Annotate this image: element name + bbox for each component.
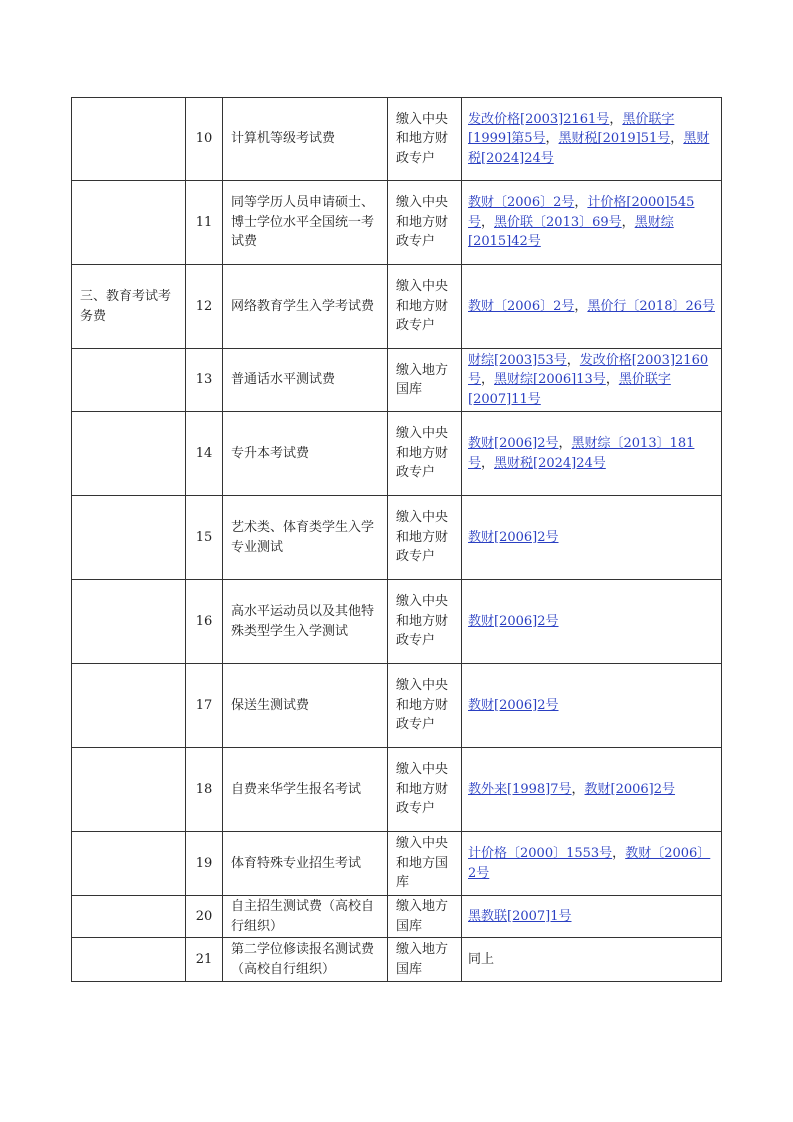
account-cell: 缴入地方国库 [388, 349, 462, 412]
separator-text: ， [605, 372, 619, 388]
separator-text: ， [574, 298, 588, 314]
separator-text: ， [558, 436, 572, 451]
table-row [72, 896, 722, 938]
table-row [72, 748, 722, 832]
separator-text: ， [670, 131, 684, 147]
category-cell: 三、教育考试考务费 [72, 265, 186, 349]
document-link[interactable]: 黑价联〔2013〕69号 [494, 214, 622, 230]
document-refs-cell [462, 896, 722, 938]
category-cell [72, 349, 186, 412]
fee-name-cell: 网络教育学生入学考试费 [223, 265, 388, 349]
document-link[interactable]: 教财[2006]2号 [468, 697, 559, 713]
table-row [72, 580, 722, 664]
fee-table-body [72, 98, 722, 982]
number-cell: 13 [186, 349, 223, 412]
category-cell [72, 496, 186, 580]
table-row [72, 938, 722, 982]
document-link[interactable]: 计价格[2000]545号 [468, 195, 695, 230]
category-cell [72, 748, 186, 832]
document-refs-cell [462, 748, 722, 832]
document-refs-cell [462, 938, 722, 982]
number-cell: 11 [186, 181, 223, 265]
document-refs-cell [462, 496, 722, 580]
separator-text: ， [609, 111, 623, 127]
document-refs-cell [462, 664, 722, 748]
category-cell [72, 181, 186, 265]
table-row [72, 349, 722, 412]
category-cell [72, 938, 186, 982]
account-cell: 缴入中央和地方国库 [388, 832, 462, 896]
number-cell: 12 [186, 265, 223, 349]
document-link[interactable]: 黑财综[2006]13号 [494, 372, 606, 388]
fee-table [71, 97, 722, 982]
document-link[interactable]: 教财〔2006〕2号 [468, 195, 575, 211]
separator-text: ， [566, 352, 580, 368]
account-cell: 缴入中央和地方财政专户 [388, 181, 462, 265]
separator-text: ， [574, 195, 588, 211]
account-cell: 缴入地方国库 [388, 896, 462, 938]
category-cell [72, 412, 186, 496]
separator-text: ， [621, 214, 635, 230]
fee-name-cell: 计算机等级考试费 [223, 98, 388, 181]
document-link[interactable]: 财综[2003]53号 [468, 352, 567, 368]
table-row [72, 832, 722, 896]
number-cell: 20 [186, 896, 223, 938]
number-cell: 16 [186, 580, 223, 664]
document-link[interactable]: 教财[2006]2号 [468, 529, 559, 545]
separator-text: ， [571, 781, 585, 797]
document-link[interactable]: 发改价格[2003]2160号 [468, 352, 709, 388]
account-cell: 缴入中央和地方财政专户 [388, 664, 462, 748]
table-row [72, 412, 722, 496]
document-refs-cell [462, 265, 722, 349]
document-link[interactable]: 教财[2006]2号 [468, 436, 559, 451]
fee-name-cell: 自费来华学生报名考试 [223, 748, 388, 832]
number-cell: 14 [186, 412, 223, 496]
account-cell: 缴入中央和地方财政专户 [388, 412, 462, 496]
table-row [72, 265, 722, 349]
document-refs-cell [462, 412, 722, 496]
document-link[interactable]: 黑财税[2024]24号 [468, 131, 710, 166]
document-refs-cell [462, 98, 722, 181]
separator-text: ， [481, 372, 495, 388]
document-link[interactable]: 教财[2006]2号 [584, 781, 676, 797]
category-cell [72, 98, 186, 181]
document-refs-cell [462, 580, 722, 664]
account-cell: 缴入中央和地方财政专户 [388, 98, 462, 181]
number-cell: 10 [186, 98, 223, 181]
table-row [72, 98, 722, 181]
document-link[interactable]: 黑财税[2024]24号 [494, 455, 606, 471]
document-link[interactable]: 黑财税[2019]51号 [558, 131, 671, 147]
document-link[interactable]: 黑教联[2007]1号 [468, 908, 572, 924]
category-cell [72, 896, 186, 938]
fee-name-cell: 艺术类、体育类学生入学专业测试 [223, 496, 388, 580]
separator-text: ， [612, 846, 626, 861]
number-cell: 18 [186, 748, 223, 832]
separator-text: ， [481, 214, 495, 230]
document-link[interactable]: 黑财综〔2013〕181号 [468, 436, 695, 471]
number-cell: 21 [186, 938, 223, 982]
account-cell: 缴入中央和地方财政专户 [388, 265, 462, 349]
document-link[interactable]: 黑财综[2015]42号 [468, 214, 674, 250]
separator-text: ， [545, 131, 559, 147]
number-cell: 15 [186, 496, 223, 580]
document-link[interactable]: 教外来[1998]7号 [468, 781, 572, 797]
account-cell: 缴入中央和地方财政专户 [388, 580, 462, 664]
separator-text: 同上 [468, 951, 495, 967]
document-link[interactable]: 教财[2006]2号 [468, 613, 559, 629]
document-link[interactable]: 黑价行〔2018〕26号 [587, 298, 716, 314]
table-row [72, 181, 722, 265]
document-link[interactable]: 计价格〔2000〕1553号 [468, 846, 613, 861]
document-link[interactable]: 黑价联字[1999]第5号 [468, 111, 675, 147]
category-cell [72, 664, 186, 748]
number-cell: 17 [186, 664, 223, 748]
document-refs-cell [462, 181, 722, 265]
table-row [72, 664, 722, 748]
number-cell: 19 [186, 832, 223, 896]
account-cell: 缴入中央和地方财政专户 [388, 748, 462, 832]
account-cell: 缴入中央和地方财政专户 [388, 496, 462, 580]
document-link[interactable]: 教财〔2006〕2号 [468, 298, 575, 314]
document-refs-cell [462, 349, 722, 412]
fee-name-cell: 专升本考试费 [223, 412, 388, 496]
fee-name-cell: 同等学历人员申请硕士、博士学位水平全国统一考试费 [223, 181, 388, 265]
category-cell [72, 832, 186, 896]
account-cell: 缴入地方国库 [388, 938, 462, 982]
document-refs-cell [462, 832, 722, 896]
document-link[interactable]: 教财〔2006〕2号 [468, 846, 711, 881]
table-row [72, 496, 722, 580]
category-cell [72, 580, 186, 664]
fee-name-cell: 第二学位修读报名测试费（高校自行组织） [223, 938, 388, 982]
document-link[interactable]: 黑价联字[2007]11号 [468, 372, 671, 407]
separator-text: ， [481, 455, 495, 471]
fee-name-cell: 普通话水平测试费 [223, 349, 388, 412]
fee-name-cell: 体育特殊专业招生考试 [223, 832, 388, 896]
fee-name-cell: 自主招生测试费（高校自行组织） [223, 896, 388, 938]
document-link[interactable]: 发改价格[2003]2161号 [468, 111, 610, 127]
fee-name-cell: 高水平运动员以及其他特殊类型学生入学测试 [223, 580, 388, 664]
fee-name-cell: 保送生测试费 [223, 664, 388, 748]
